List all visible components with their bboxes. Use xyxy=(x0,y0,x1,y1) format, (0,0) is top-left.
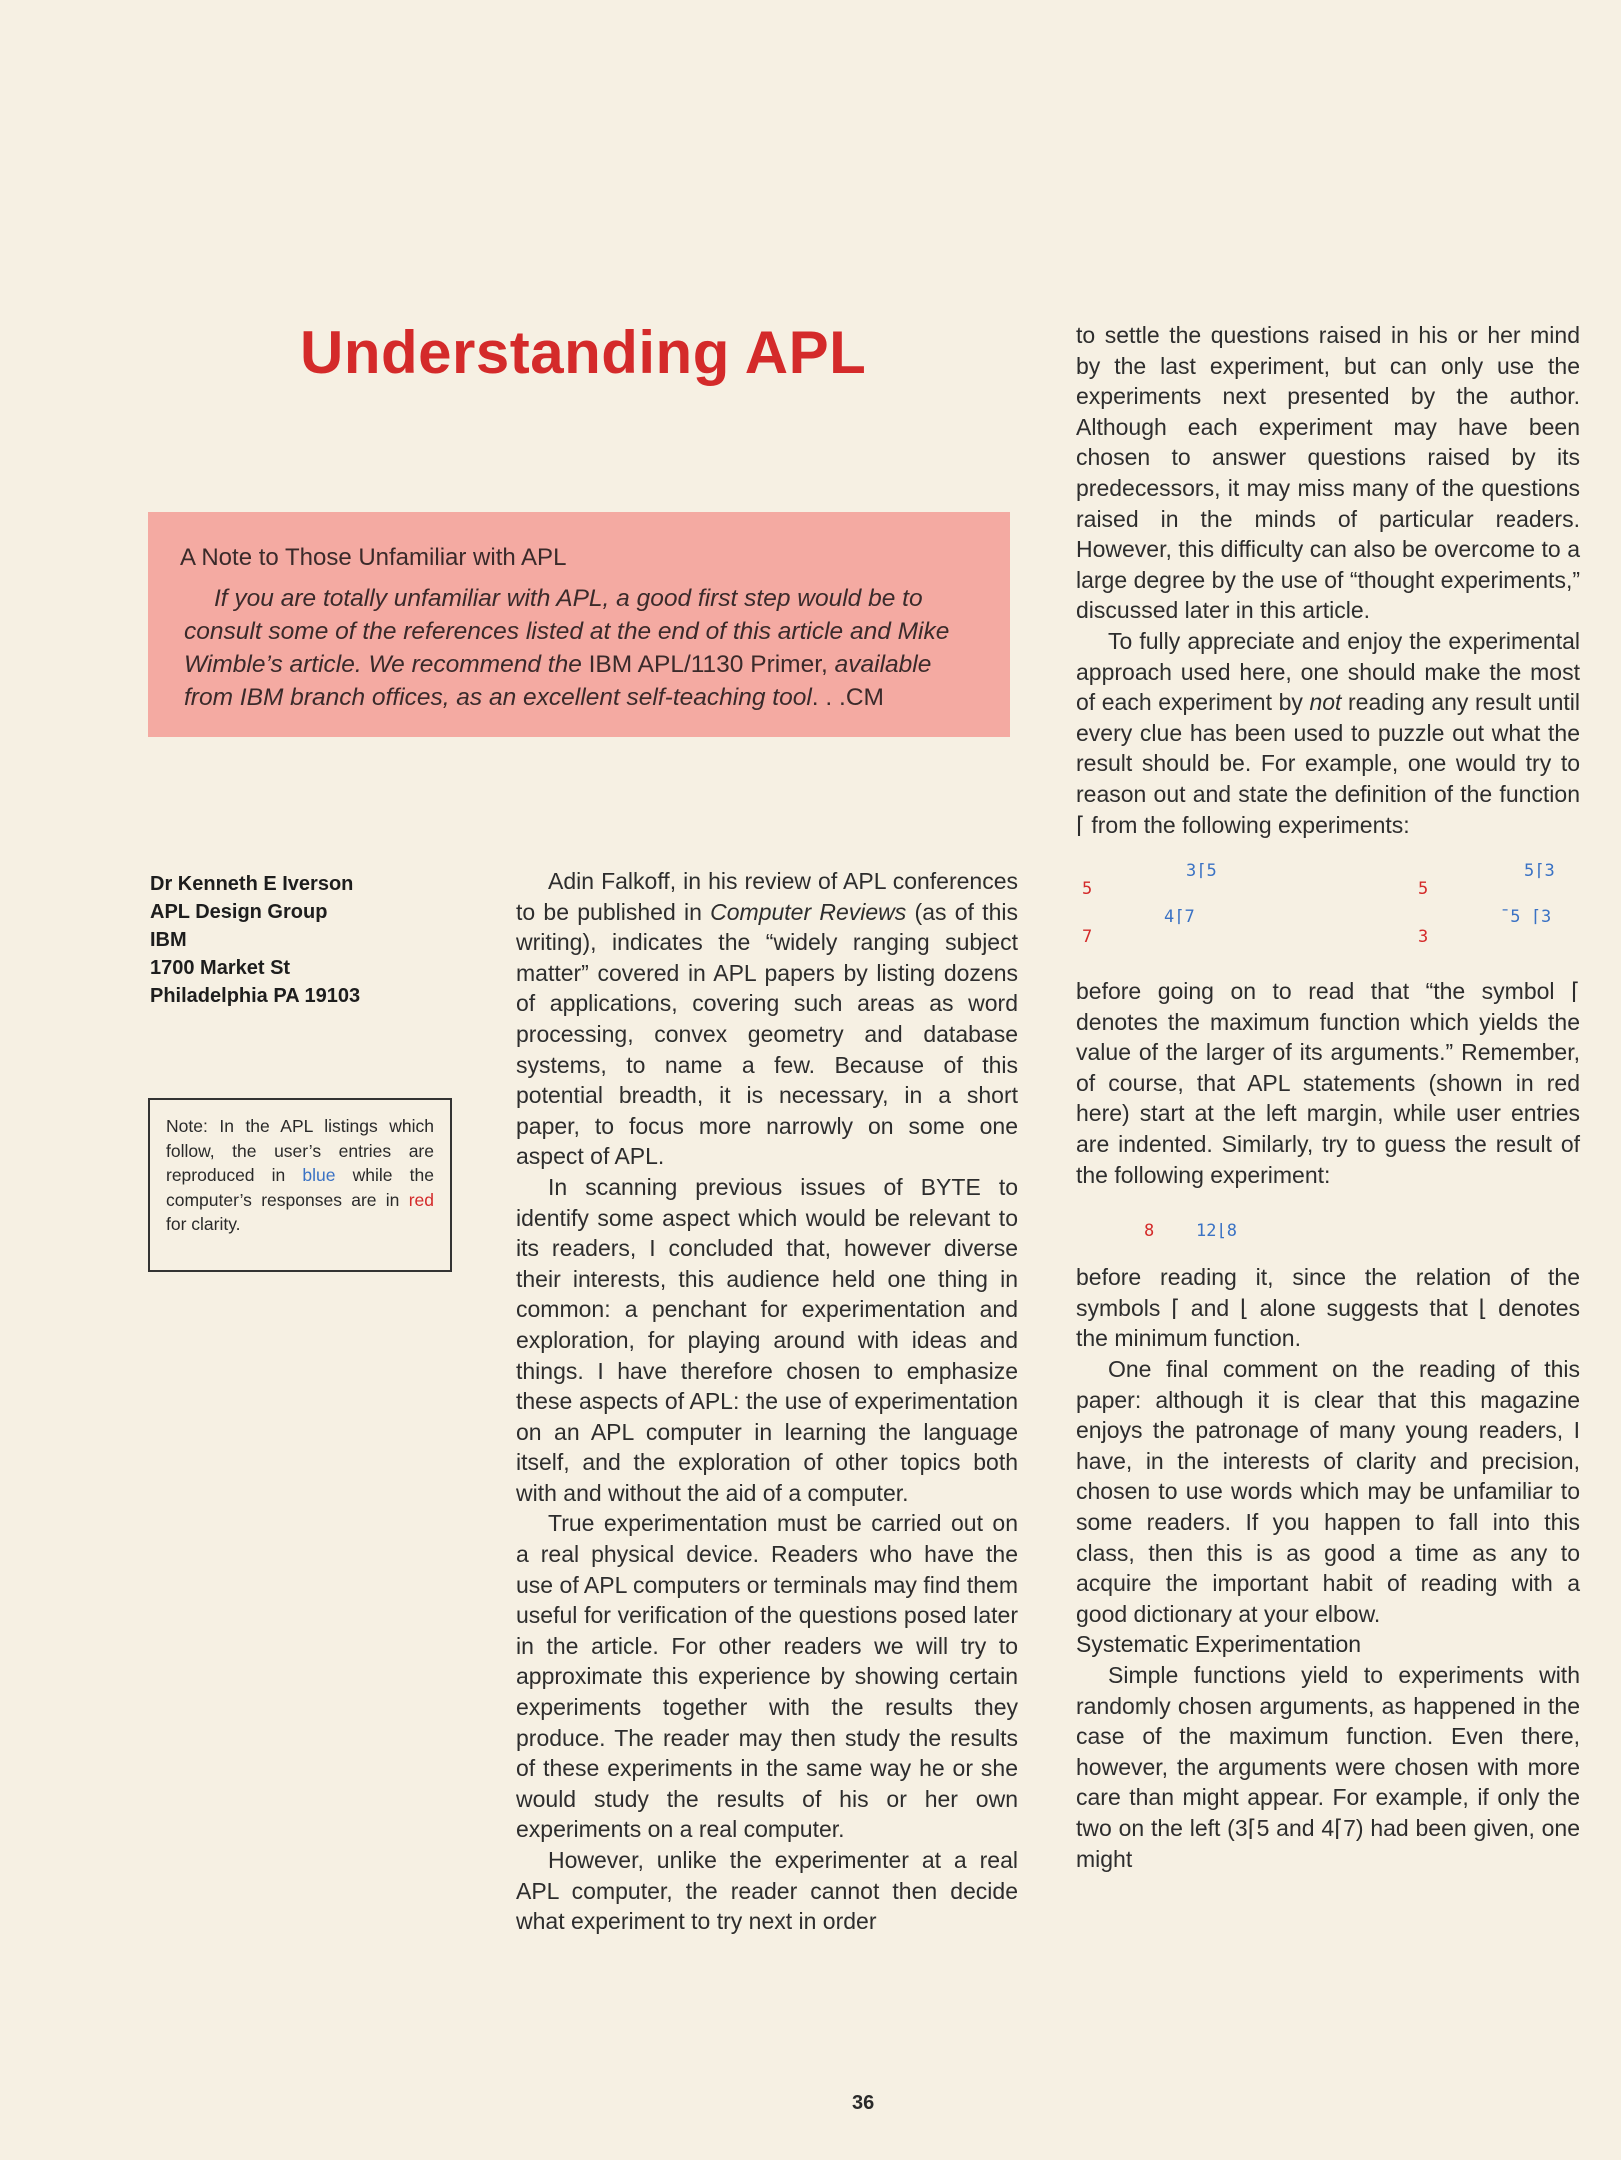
apl-input-min: 12⌊8 xyxy=(1196,1221,1237,1242)
author-block xyxy=(150,870,360,1010)
col2-p1-text-a: Adin Falkoff, in his review of APL conferences to be published in xyxy=(516,868,1018,925)
apl-example-minimum xyxy=(1076,1204,1580,1244)
col3-paragraph-2 xyxy=(1076,626,1580,840)
note-roman-2: . . .CM xyxy=(811,684,884,711)
col2-p1-italic: Computer Reviews xyxy=(710,898,907,925)
col3-paragraph-3: before going on to read that “the symbol ⌈ denotes the maximum function which yields the value of the larger of its arguments.” Remember, of course, that APL statements (shown in red here) start at the left margin, while user entries are indented. Similarly, try to guess the result of the following experiment: xyxy=(1076,978,1580,1188)
col3-p2-italic: not xyxy=(1309,689,1342,716)
col3-paragraph-6: Simple functions yield to experiments with randomly chosen arguments, as happened in the case of the maximum function. Even there, however, the arguments were chosen with more care than might appear. For example, if only the two on the left (3⌈5 and 4⌈7) had been given, one might xyxy=(1076,1661,1580,1872)
listing-note-blue-word: blue xyxy=(302,1165,336,1185)
author-street: 1700 Market St xyxy=(150,957,291,979)
col3-paragraph-5: One final comment on the reading of this paper: although it is clear that this magazine enjoys the patronage of many young readers, I have, in the interests of clarity and precision, chosen to use words which may be unfamiliar to some readers. If you happen to fall into this class, then this is as good a time as any to acquire the important habit of reading with a good dictionary at your elbow. xyxy=(1076,1356,1580,1627)
body-column-right xyxy=(1076,320,1580,1874)
apl-input-2: 4⌈7 xyxy=(1164,907,1195,928)
apl-output-1: 5 xyxy=(1082,879,1093,900)
note-body xyxy=(184,582,974,714)
section-heading-systematic: Systematic Experimentation xyxy=(1076,1631,1362,1658)
note-heading: A Note to Those Unfamiliar with APL xyxy=(180,544,567,571)
article-title: Understanding APL xyxy=(300,319,867,386)
apl-input-1: 3⌈5 xyxy=(1186,861,1217,882)
author-name: Dr Kenneth E Iverson xyxy=(150,873,354,895)
col3-p2-text-a: To fully appreciate and enjoy the experimental approach used here, one should make the most of each experiment by xyxy=(1076,627,1580,716)
col2-paragraph-4: However, unlike the experimenter at a real APL computer, the reader cannot then decide what experiment to try next in order xyxy=(516,1847,1018,1935)
col2-paragraph-2: In scanning previous issues of BYTE to identify some aspect which would be relevant to its readers, I concluded that, however diverse their interests, this audience held one thing in common: a penchant for experimentation and exploration, for playing around with ideas and things. I have therefore chosen to emphasize these aspects of APL: the use of experimentation on an APL computer in learning the language itself, and the exploration of other topics both with and without the aid of a computer. xyxy=(516,1173,1018,1506)
listing-note-text-2: while the computer’s responses are in xyxy=(166,1165,434,1210)
apl-output-4: 3 xyxy=(1418,927,1429,948)
col2-p1-text-b: (as of this writing), indicates the “widely ranging subject matter” covered in APL papers by listing dozens of applications, covering such areas as word processing, convex geometry and database systems, to name a few. Because of this potential breadth, it is necessary, in a short paper, to focus more narrowly on some one aspect of APL. xyxy=(516,898,1018,1170)
apl-input-4: ¯5 ⌈3 xyxy=(1500,907,1552,928)
author-company: IBM xyxy=(150,929,187,951)
col2-paragraph-1 xyxy=(516,866,1018,1172)
body-column-middle xyxy=(516,866,1018,1937)
author-city: Philadelphia PA 19103 xyxy=(150,985,361,1007)
note-roman-1: IBM APL/1130 Primer, xyxy=(588,651,835,678)
col3-paragraph-4: before reading it, since the relation of the symbols ⌈ and ⌊ alone suggests that ⌊ denotes the minimum function. xyxy=(1076,1264,1580,1352)
note-italic-1: If you are totally unfamiliar with APL, a good first step would be to consult some of the references listed at the end of this article and Mike Wimble’s article. We recommend the xyxy=(184,585,950,678)
listing-note-red-word: red xyxy=(408,1189,434,1210)
note-italic-2: available from IBM branch offices, as an excellent self-teaching tool xyxy=(184,651,932,711)
apl-output-3: 5 xyxy=(1418,879,1429,900)
listing-note-text-3: for clarity. xyxy=(166,1214,241,1234)
col2-paragraph-3: True experimentation must be carried out on a real physical device. Readers who have the use of APL computers or terminals may find them useful for verification of the questions posed later in the article. For other readers we will try to approximate this experience by showing certain experiments together with the results they produce. The reader may then study the results of these experiments in the same way he or she would study the results of his or her own experiments on a real computer. xyxy=(516,1510,1018,1843)
col3-paragraph-1: to settle the questions raised in his or her mind by the last experiment, but can only use the experiments next presented by the author. Although each experiment may have been chosen to answer questions raised by its predecessors, it may miss many of the questions raised in the minds of particular readers. However, this difficulty can also be overcome to a large degree by the use of “thought experiments,” discussed later in this article. xyxy=(1076,322,1580,624)
listing-color-note xyxy=(148,1098,452,1272)
apl-input-3: 5⌈3 xyxy=(1524,861,1555,882)
page-number: 36 xyxy=(852,2092,875,2114)
listing-note-text-1: Note: In the APL listings which follow, the user’s entries are reproduced in xyxy=(166,1116,434,1185)
author-group: APL Design Group xyxy=(150,901,328,923)
apl-example-maximum xyxy=(1076,852,1580,960)
col3-p2-text-b: reading any result until every clue has been used to puzzle out what the result should be. For example, one would try to reason out and state the definition of the function ⌈ from the following experiments: xyxy=(1076,689,1581,838)
apl-output-min: 8 xyxy=(1144,1221,1155,1242)
note-to-unfamiliar-box xyxy=(148,512,1010,737)
apl-output-2: 7 xyxy=(1082,927,1093,948)
